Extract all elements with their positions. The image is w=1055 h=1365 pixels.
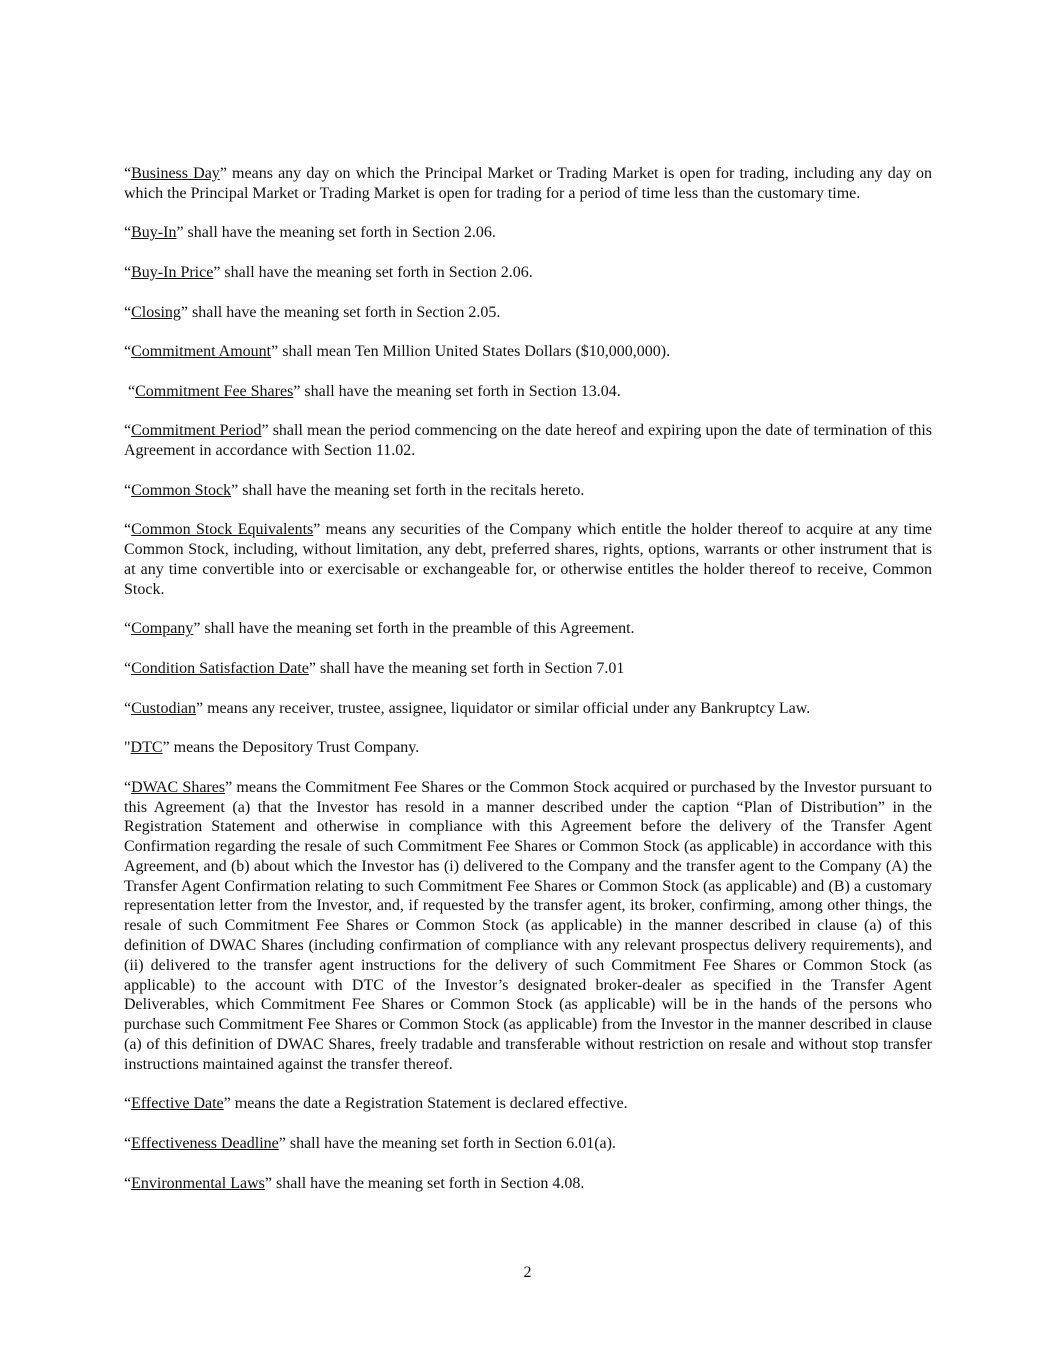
definition-paragraph xyxy=(124,659,932,679)
definition-text: ” means any day on which the Principal Market or Trading Market is open for trading, including any day on which the Principal Market or Trading Market is open for trading for a period of time less than the customary time. xyxy=(124,165,932,202)
open-quote: “ xyxy=(124,481,132,499)
definition-paragraph xyxy=(124,699,932,719)
defined-term: Closing xyxy=(131,303,181,321)
open-quote: “ xyxy=(124,343,132,361)
definition-paragraph xyxy=(124,382,932,402)
definition-text: ” shall have the meaning set forth in Section 4.08. xyxy=(264,1174,585,1192)
definition-text: ” means the date a Registration Statement is declared effective. xyxy=(223,1095,628,1113)
definition-paragraph xyxy=(124,303,932,323)
definition-paragraph xyxy=(124,738,932,758)
open-quote: “ xyxy=(124,699,132,717)
page-number: 2 xyxy=(523,1264,532,1281)
definition-text: ” shall have the meaning set forth in Section 2.05. xyxy=(180,303,501,321)
definitions-section xyxy=(124,164,932,1213)
defined-term: Environmental Laws xyxy=(131,1174,265,1192)
open-quote: “ xyxy=(124,659,132,677)
definition-text: ” means the Depository Trust Company. xyxy=(162,739,420,757)
definition-text: ” shall have the meaning set forth in the recitals hereto. xyxy=(231,481,585,499)
open-quote: “ xyxy=(124,521,132,539)
definition-text: ” shall have the meaning set forth in Section 2.06. xyxy=(213,263,533,281)
open-quote: “ xyxy=(124,1135,132,1153)
defined-term: Commitment Period xyxy=(131,422,262,440)
definition-paragraph xyxy=(124,1094,932,1114)
open-quote: “ xyxy=(124,382,136,400)
defined-term: Common Stock Equivalents xyxy=(131,521,314,539)
definition-paragraph xyxy=(124,1174,932,1194)
defined-term: Commitment Amount xyxy=(131,343,272,361)
definition-paragraph xyxy=(124,619,932,639)
open-quote: “ xyxy=(124,620,132,638)
definition-text: ” shall mean the period commencing on the date hereof and expiring upon the date of termination of this Agreement in accordance with Section 11.02. xyxy=(124,422,933,460)
definition-text: ” means any securities of the Company which entitle the holder thereof to acquire at any time Common Stock, including, without limitation, any debt, preferred shares, rights, options, warrants or other instrument that is at any time convertible into or exercisable or exchangeable for, or otherwise entitles the holder thereof to receive, Common Stock. xyxy=(124,521,933,598)
open-quote: “ xyxy=(124,263,132,281)
open-quote: " xyxy=(124,739,131,757)
defined-term: Custodian xyxy=(131,699,196,717)
defined-term: Company xyxy=(131,620,194,638)
definition-text: ” means the Commitment Fee Shares or the Common Stock acquired or purchased by the Investor pursuant to this Agreement (a) that the Investor has resold in a manner described under the caption “Plan of Distribution” in the Registration Statement and otherwise in compliance with this Agreement before the delivery of the Transfer Agent Confirmation regarding the resale of such Commitment Fee Shares or Common Stock (as applicable) in accordance with this Agreement, and (b) about which the Investor has (i) delivered to the Company and the transfer agent to the Company (A) the Transfer Agent Confirmation relating to such Commitment Fee Shares or Common Stock (as applicable) and (B) a customary representation letter from the Investor, and, if requested by the transfer agent, its broker, confirming, among other things, the resale of such Commitment Fee Shares or Common Stock (as applicable) in the manner described in clause (a) of this definition of DWAC Shares (including confirmation of compliance with any relevant prospectus delivery requirements), and (ii) delivered to the transfer agent instructions for the delivery of such Commitment Fee Shares or Common Stock (as applicable) to the account with DTC of the Investor’s designated broker-dealer as specified in the Transfer Agent Deliverables, which Commitment Fee Shares or Common Stock (as applicable) will be in the hands of the persons who purchase such Commitment Fee Shares or Common Stock (as applicable) from the Investor in the manner described in clause (a) of this definition of DWAC Shares, freely tradable and transferable without restriction on resale and without stop transfer instructions maintained against the transfer thereof. xyxy=(124,778,933,1073)
definition-paragraph xyxy=(124,164,932,204)
open-quote: “ xyxy=(124,1174,132,1192)
definition-paragraph xyxy=(124,481,932,501)
definition-paragraph xyxy=(124,342,932,362)
definition-text: ” shall have the meaning set forth in Section 7.01 xyxy=(308,659,625,677)
defined-term: Business Day xyxy=(131,165,220,182)
definition-paragraph xyxy=(124,421,932,461)
defined-term: Buy-In Price xyxy=(131,263,214,281)
open-quote: “ xyxy=(124,224,132,242)
defined-term: Buy-In xyxy=(131,224,177,242)
defined-term: DTC xyxy=(130,739,163,757)
definition-paragraph xyxy=(124,263,932,283)
definition-paragraph xyxy=(124,520,932,599)
defined-term: Effectiveness Deadline xyxy=(131,1135,279,1153)
defined-term: Effective Date xyxy=(131,1095,224,1113)
definition-text: ” shall have the meaning set forth in Section 2.06. xyxy=(176,224,496,242)
definition-text: ” shall mean Ten Million United States Dollars ($10,000,000). xyxy=(271,343,671,361)
open-quote: “ xyxy=(124,422,132,440)
defined-term: Condition Satisfaction Date xyxy=(131,659,309,677)
defined-term: DWAC Shares xyxy=(131,778,226,796)
definition-text: ” means any receiver, trustee, assignee, liquidator or similar official under any Bankruptcy Law. xyxy=(196,699,811,717)
definition-text: ” shall have the meaning set forth in Section 13.04. xyxy=(293,382,621,400)
definition-text: ” shall have the meaning set forth in the preamble of this Agreement. xyxy=(193,620,635,638)
open-quote: “ xyxy=(124,165,132,182)
open-quote: “ xyxy=(124,1095,132,1113)
defined-term: Common Stock xyxy=(131,481,232,499)
definition-paragraph xyxy=(124,778,932,1075)
definition-paragraph xyxy=(124,1134,932,1154)
definition-paragraph xyxy=(124,223,932,243)
definition-text: ” shall have the meaning set forth in Section 6.01(a). xyxy=(278,1135,616,1153)
defined-term: Commitment Fee Shares xyxy=(135,382,294,400)
open-quote: “ xyxy=(124,303,132,321)
open-quote: “ xyxy=(124,778,132,796)
